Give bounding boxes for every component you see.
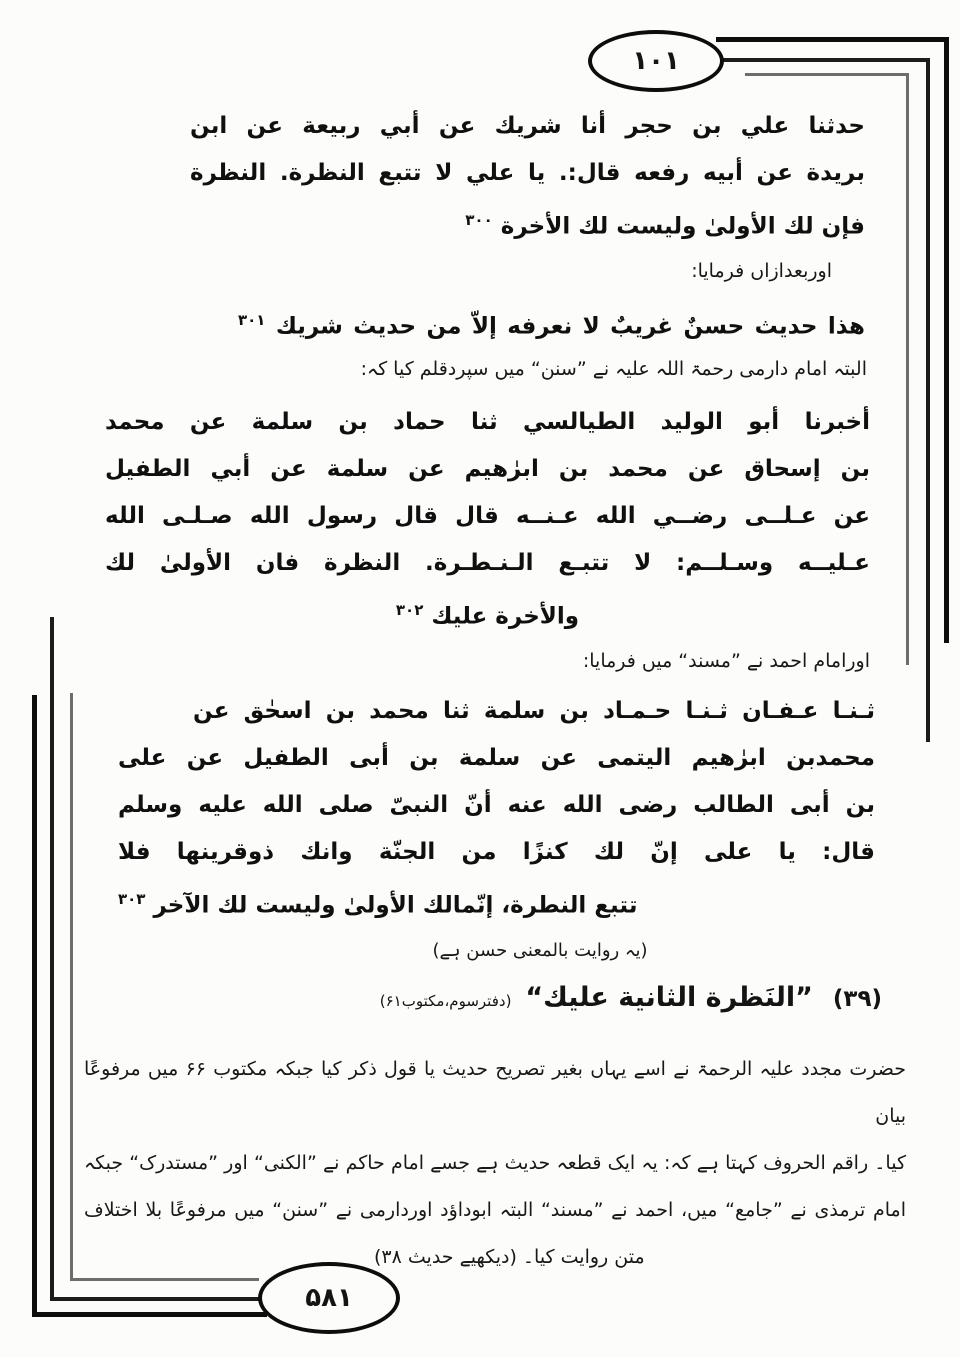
- section-reference: (دفترسوم،مکتوب۶۱): [379, 992, 512, 1010]
- hadith-line: قال: يا على إنّ لك كنزًا من الجنّة وانك ذوقرينها فلا: [118, 839, 875, 865]
- hadith-block-4: [118, 688, 875, 930]
- page-number-bottom: ۵۸۱: [305, 1283, 353, 1313]
- hadith-line: بن إسحاق عن محمد بن ابرٰهيم عن سلمة عن أبي الطفيل: [105, 456, 870, 482]
- hadith-line: بريدة عن أبيه رفعه قال:. يا علي لا تتبع النظرة. النظرة: [190, 160, 865, 186]
- hadith-line: ثـنـا عـفـان ثـنـا حـمـاد بن سلمة ثنا محمد بن اسحٰق عن: [193, 698, 875, 724]
- urdu-line-2: البتہ امام دارمی رحمۃ اللہ علیہ نے ”سنن“ میں سپردقلم کیا کہ:: [360, 358, 867, 380]
- page-number-badge-top: [588, 30, 724, 92]
- hadith-line: محمدبن ابرٰهيم اليتمى عن سلمة بن أبى الطفيل عن على: [118, 745, 875, 771]
- section-number: (۳۹): [832, 986, 882, 1012]
- hadith-block-3: [105, 399, 870, 641]
- hadith-line: حدثنا علي بن حجر أنا شريك عن أبي ربيعة عن ابن: [190, 113, 865, 139]
- urdu-commentary-paragraph: [84, 1046, 906, 1281]
- urdu-paragraph-line: امام ترمذی نے ”جامع“ میں، احمد نے ”مسند“ البتہ ابوداؤد اوردارمی نے ”سنن“ میں مرفوعًا بلا اختلاف: [84, 1199, 906, 1221]
- footnote-number: ٣٠٢: [395, 601, 424, 619]
- page-number-badge-bottom: [258, 1262, 400, 1334]
- hadith-line: هذا حديث حسنٌ غريبٌ لا نعرفه إلاّ من حديث شريك $^{٣٠١}$: [238, 311, 865, 340]
- footnote-number: ٣٠٣: [118, 890, 146, 908]
- hadith-line: بن أبى الطالب رضى الله عنه أنّ النبىّ صلى الله عليه وسلم: [118, 792, 875, 818]
- urdu-line-1: اوربعدازاں فرمایا:: [691, 260, 832, 282]
- hadith-block-1: [190, 103, 865, 251]
- urdu-paragraph-line: حضرت مجدد علیہ الرحمۃ نے اسے یہاں بغیر تصریح حدیث یا قول ذکر کیا جبکہ مکتوب ۶۶ میں مرفوعًا بیان: [84, 1058, 907, 1127]
- hadith-line: عن عـلــى رضــي الله عـنــه قال قال رسول الله صـلـى الله: [105, 503, 870, 529]
- urdu-note: (یہ روایت بالمعنی حسن ہے): [432, 940, 648, 961]
- urdu-line-3: اورامام احمد نے ”مسند“ میں فرمایا:: [582, 650, 870, 672]
- section-title: ”النَظرة الثانية عليك“: [525, 982, 813, 1013]
- hadith-line: أخبرنا أبو الوليد الطيالسي ثنا حماد بن سلمة عن محمد: [105, 409, 870, 435]
- hadith-line: تتبع النطرة، إنّمالك الأولىٰ وليست لك الآخر $^{٣٠٣}$: [118, 890, 638, 919]
- hadith-line: عـليــه وسـلــم: لا تتبـع الـنـطـرة. النظرة فان الأولىٰ لك: [105, 550, 870, 576]
- hadith-line: فإن لك الأولىٰ وليست لك الأخرة $^{٣٠٠}$: [465, 211, 865, 240]
- footnote-number: ٣٠١: [238, 311, 266, 329]
- footnote-number: ٣٠٠: [465, 211, 493, 229]
- urdu-paragraph-line: کیا۔ راقم الحروف کہتا ہے کہ: یہ ایک قطعہ حدیث ہے جسے امام حاکم نے ”الکنی“ اور ”مستدرک“ جبکہ: [84, 1152, 906, 1174]
- hadith-line: والأخرة عليك $^{٣٠٢}$: [395, 601, 580, 630]
- urdu-paragraph-line: متن روایت کیا۔ (دیکھیے حدیث ۳۸): [374, 1246, 645, 1268]
- page-number-top: ١٠١: [632, 46, 680, 76]
- section-heading: [300, 982, 882, 1013]
- hadith-block-2: [238, 297, 865, 351]
